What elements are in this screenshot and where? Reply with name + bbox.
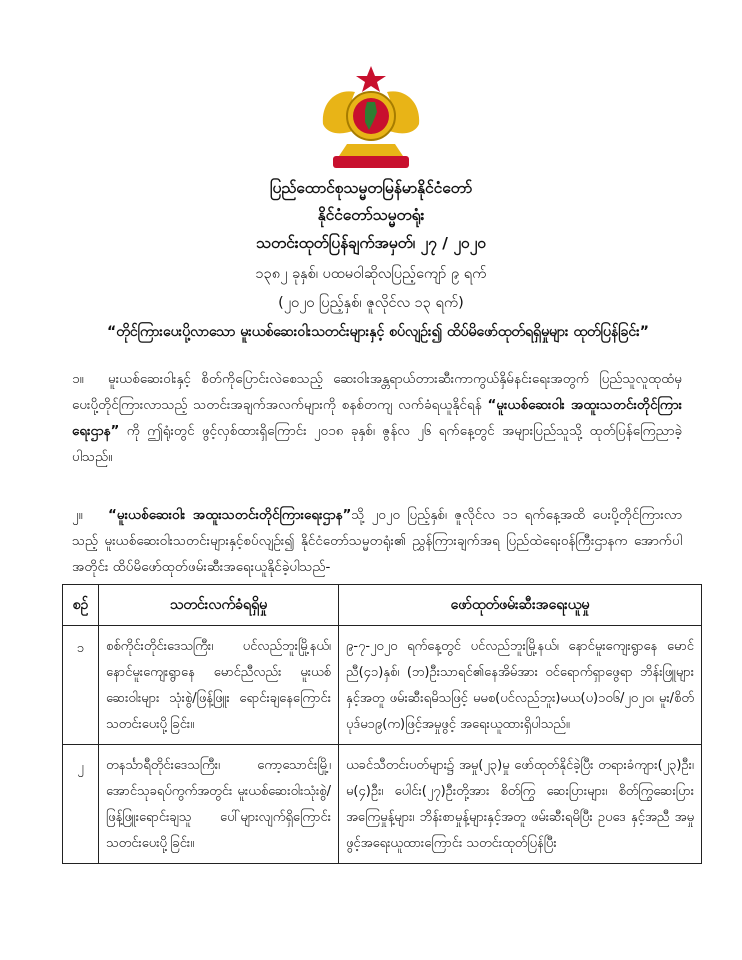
- cell-action: ယခင်သီတင်းပတ်များ၌ အမှု(၂၃)မှု ဖော်ထုတ်နိုင်ခဲ့ပြီး တရားခံကျား(၂၃)ဦး၊ မ(၄)ဦး၊ ပေါင်း(၂၇)ဦးတို့အား စိတ်ကြွ ဆေးပြားများ၊ စိတ်ကြွဆေးပြားအကြေမှုန့်များ၊ ဘိန်းစာမှုန့်များနှင့်အတူ ဖမ်းဆီးရမိပြီး ဥပဒေ နှင့်အညီ အမှုဖွင့်အရေးယူထားကြောင်း သတင်းထုတ်ပြန်ပြီး: [339, 745, 702, 864]
- cell-action: ၉-၇-၂၀၂၀ ရက်နေ့တွင် ပင်လည်ဘူးမြို့နယ်၊ နောင်မူးကျေးရွာနေ မောင်ညီ(၄၁)နှစ်၊ (ဘ)ဦးသာရင်၏နေအိမ်အား ဝင်ရောက်ရှာဖွေရာ ဘိန်းဖြူများနှင့်အတူ ဖမ်းဆီးရမိသဖြင့် မမစ(ပင်လည်ဘူး)မယ(ပ)၁၀၆/၂၀၂၀၊ မူး/စိတ်ပုဒ်မ၁၉(က)ဖြင့်အမှုဖွင့် အရေးယူထားရှိပါသည်။: [339, 626, 702, 745]
- header-action: ဖော်ထုတ်ဖမ်းဆီးအရေးယူမှု: [339, 585, 702, 626]
- results-table: [62, 584, 702, 864]
- paragraph-text: သို့ ၂၀၂၀ ပြည့်နှစ်၊ ဇူလိုင်လ ၁၁ ရက်နေ့အထိ ပေးပို့တိုင်ကြားလာသည့် မူးယစ်ဆေးဝါးသတင်းများနှင့်စပ်လျဉ်း၍ နိုင်ငံတော်သမ္မတရုံး၏ ညွှန်ကြားချက်အရ ပြည်ထဲရေးဝန်ကြီးဌာနက အောက်ပါအတိုင်း ထိပ်မိဖော်ထုတ်ဖမ်းဆီးအရေးယူနိုင်ခဲ့ပါသည်-: [72, 507, 682, 575]
- star-icon: [356, 66, 386, 92]
- state-seal-icon: [311, 64, 431, 172]
- date-myanmar: ၁၃၈၂ ခုနှစ်၊ ပထမဝါဆိုလပြည့်ကျော် ၉ ရက်: [255, 266, 487, 282]
- date-gregorian: (၂၀၂၀ ပြည့်နှစ်၊ ဇူလိုင်လ ၁၃ ရက်): [278, 295, 464, 311]
- cell-received: တနင်္သာရီတိုင်းဒေသကြီး၊ ကော့သောင်းမြို့၊ အောင်သုခရပ်ကွက်အတွင်း မူးယစ်ဆေးဝါးသုံးစွဲ/ ဖြန့်ဖြူးရောင်းချသူ ပေါ်များလျက်ရှိကြောင်း သတင်းပေးပို့ခြင်း။: [99, 745, 339, 864]
- cell-received: စစ်ကိုင်းတိုင်းဒေသကြီး၊ ပင်လည်ဘူးမြို့နယ်၊ နောင်မူးကျေးရွာနေ မောင်ညီလည်း မူးယစ်ဆေးဝါးများ သုံးစွဲ/ဖြန့်ဖြူး ရောင်းချနေကြောင်း သတင်းပေးပို့ခြင်း။: [99, 626, 339, 745]
- table-row: [63, 745, 702, 864]
- subject-title: “တိုင်ကြားပေးပို့လာသော မူးယစ်ဆေးဝါးသတင်းများနှင့် စပ်လျဉ်း၍ ထိပ်မိဖော်ထုတ်ရရှိမှုများ ထုတ်ပြန်ခြင်း”: [107, 324, 649, 340]
- paragraph-bold-text: “မူးယစ်ဆေးဝါး အထူးသတင်းတိုင်ကြားရေးဌာန”: [108, 507, 352, 523]
- paragraph-number: ၁။: [72, 371, 84, 387]
- paragraph-1: [72, 366, 682, 470]
- paragraph-2: [72, 502, 682, 580]
- office-name: နိုင်ငံတော်သမ္မတရုံး: [317, 206, 425, 224]
- paragraph-text: ကို ဤရုံးတွင် ဖွင့်လှစ်ထားရှိကြောင်း ၂၀၁၈ ခုနှစ်၊ ဇွန်လ ၂၆ ရက်နေ့တွင် အများပြည်သူသို့ ထုတ်ပြန်ကြေညာခဲ့ပါသည်။: [72, 423, 682, 465]
- header-serial: စဉ်: [63, 585, 99, 626]
- table-header-row: [63, 585, 702, 626]
- release-number: သတင်းထုတ်ပြန်ချက်အမှတ်၊ ၂၇ / ၂၀၂၀: [256, 234, 486, 252]
- cell-serial: ၂: [63, 745, 99, 864]
- cell-serial: ၁: [63, 626, 99, 745]
- paragraph-number: ၂။: [72, 507, 83, 523]
- paragraph-text: မူးယစ်ဆေးဝါးနှင့် စိတ်ကိုပြောင်းလဲစေသည့် ဆေးဝါးအန္တရာယ်တားဆီးကာကွယ်နှိမ်နင်းရေးအတွက် ပြည်သူလူထုထံမှ ပေးပို့တိုင်ကြားလာသည့် သတင်းအချက်အလက်များကို စနစ်တကျ လက်ခံရယူနိုင်ရန်: [72, 371, 682, 413]
- state-name: ပြည်ထောင်စုသမ္မတမြန်မာနိုင်ငံတော်: [269, 179, 473, 197]
- paragraph-bold-text: “မူးယစ်ဆေးဝါး အထူးသတင်းတိုင်ကြားရေးဌာန”: [72, 397, 683, 439]
- table-row: [63, 626, 702, 745]
- header-received: သတင်းလက်ခံရရှိမှု: [99, 585, 339, 626]
